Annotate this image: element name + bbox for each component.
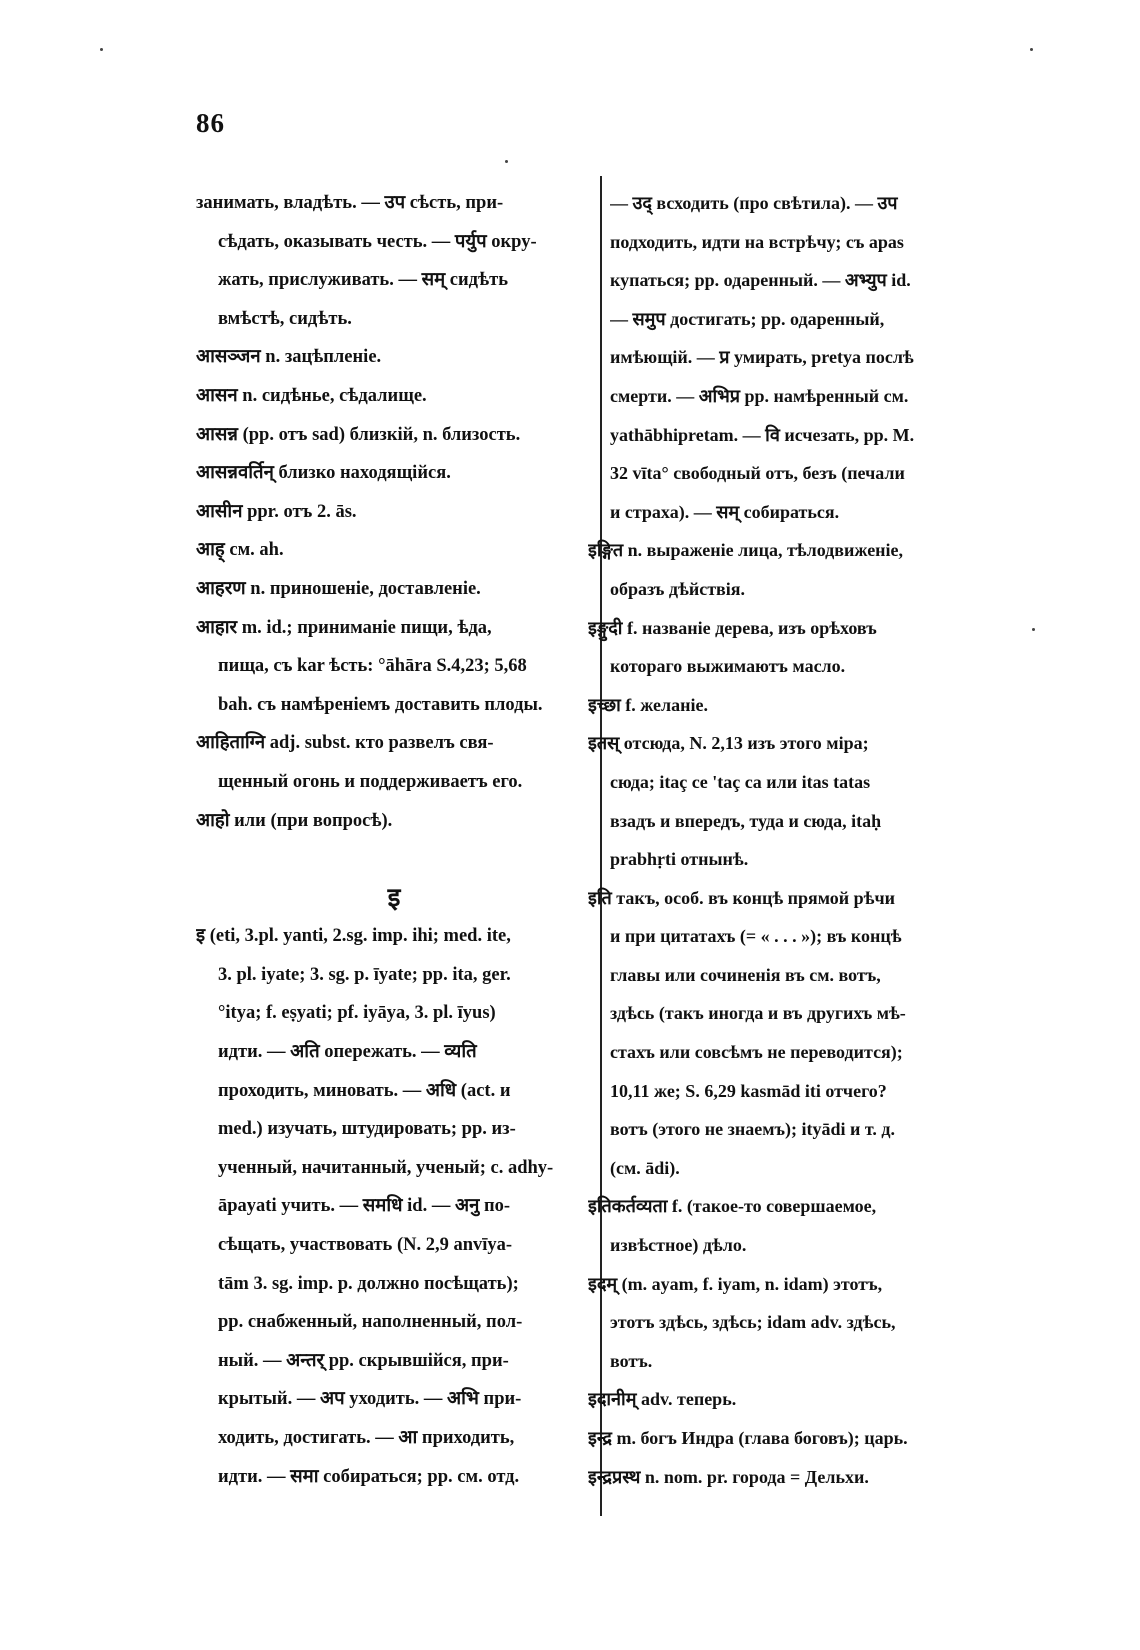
- text-line: pp. снабженный, наполненный, пол-: [218, 1312, 523, 1333]
- text-line: сѣдать, оказывать честь. — पर्युप окру-: [218, 231, 537, 252]
- text-line: 3. pl. iyate; 3. sg. p. īyate; pp. ita, ger.: [218, 964, 511, 985]
- left-column: [196, 184, 592, 1496]
- scan-speck: [100, 48, 103, 51]
- dictionary-entry: इच्छा f. желаніе.: [588, 694, 708, 715]
- right-column: [588, 184, 1020, 1496]
- dictionary-entry: आहो или (при вопросѣ).: [196, 810, 393, 831]
- dictionary-entry: आहरण n. приношеніе, доставленіе.: [196, 578, 481, 599]
- page-number: 86: [196, 108, 225, 138]
- text-line: главы или сочиненія въ см. вотъ,: [610, 964, 881, 985]
- text-line: котораго выжимаютъ масло.: [610, 656, 846, 677]
- text-line: щенный огонь и поддерживаетъ его.: [218, 771, 523, 792]
- text-line: вотъ.: [610, 1350, 653, 1371]
- text-line: °itya; f. eṣyati; pf. iyāya, 3. pl. īyus): [218, 1003, 496, 1024]
- text-line: извѣстное) дѣло.: [610, 1235, 747, 1256]
- scan-speck: [505, 160, 508, 163]
- dictionary-entry: इदम् (m. ayam, f. iyam, n. idam) этотъ,: [588, 1273, 883, 1294]
- text-line: āpayati учить. — समधि id. — अनु по-: [218, 1196, 511, 1217]
- text-line: yathābhipretam. — वि исчезать, pp. M.: [610, 424, 915, 445]
- column-divider: [600, 176, 602, 1516]
- text-line: занимать, владѣть. — उप сѣсть, при-: [196, 193, 504, 213]
- dictionary-entry: आहिताग्नि adj. subst. кто развелъ свя-: [196, 733, 494, 754]
- dictionary-entry: इतिकर्तव्यता f. (такое-то совершаемое,: [588, 1196, 877, 1217]
- dictionary-entry: इङ्गुदी f. названіе дерева, изъ орѣховъ: [588, 617, 877, 638]
- text-line: подходить, идти на встрѣчу; съ apas: [610, 231, 904, 252]
- section-letter-heading: इ: [387, 882, 401, 912]
- text-line: ученный, начитанный, ученый; c. adhy-: [218, 1157, 554, 1178]
- dictionary-entry: आसन्न (pp. отъ sad) близкій, n. близость.: [196, 424, 521, 445]
- dictionary-entry: इन्द्रप्रस्थ n. nom. pr. города = Дельхи.: [588, 1466, 869, 1487]
- text-line: 32 vīta° свободный отъ, безъ (печали: [610, 463, 905, 484]
- dictionary-entry: आह् см. ah.: [196, 540, 284, 561]
- text-line: 10,11 же; S. 6,29 kasmād iti отчего?: [610, 1080, 887, 1101]
- text-line: и при цитатахъ (= « . . . »); въ концѣ: [610, 926, 902, 947]
- text-line: — उद् всходить (про свѣтила). — उप: [610, 193, 898, 213]
- dictionary-entry: आसञ्जन n. зацѣпленіе.: [196, 347, 382, 368]
- text-line: проходить, миновать. — अधि (act. и: [218, 1080, 511, 1101]
- text-line: пища, съ kar ѣсть: °āhāra S.4,23; 5,68: [218, 656, 527, 677]
- text-line: bah. съ намѣреніемъ доставить плоды.: [218, 694, 543, 715]
- dictionary-entry: आहार m. id.; приниманіе пищи, ѣда,: [196, 617, 492, 638]
- dictionary-entry: इ (eti, 3.pl. yanti, 2.sg. imp. ihi; med. ite,: [196, 926, 511, 947]
- text-line: здѣсь (такъ иногда и въ другихъ мѣ-: [610, 1003, 906, 1024]
- text-line: — समुप достигать; pp. одаренный,: [610, 308, 885, 329]
- text-line: сѣщать, участвовать (N. 2,9 anvīya-: [218, 1235, 513, 1256]
- text-line: крытый. — अप уходить. — अभि при-: [218, 1389, 522, 1410]
- text-line: вмѣстѣ, сидѣть.: [218, 308, 352, 329]
- text-line: этотъ здѣсь, здѣсь; idam adv. здѣсь,: [610, 1312, 896, 1333]
- text-line: смерти. — अभिप्र pp. намѣренный см.: [610, 385, 909, 406]
- text-line: жать, прислуживать. — सम् сидѣть: [218, 270, 508, 291]
- text-line: образъ дѣйствія.: [610, 578, 745, 599]
- scan-speck: [1030, 48, 1033, 51]
- dictionary-entry: इङ्गित n. выраженіе лица, тѣлодвиженіе,: [588, 540, 904, 561]
- dictionary-entry: आसीन ppr. отъ 2. ās.: [196, 501, 357, 522]
- dictionary-entry: इतस् отсюда, N. 2,13 изъ этого міра;: [588, 733, 869, 754]
- text-line: имѣющій. — प्र умирать, pretya послѣ: [610, 347, 914, 368]
- scan-speck: [1032, 628, 1035, 631]
- text-line: ный. — अन्तर् pp. скрывшійся, при-: [218, 1350, 509, 1371]
- dictionary-entry: इदानीम् adv. теперь.: [588, 1389, 737, 1410]
- text-line: сюда; itaç ce 'taç ca или itas tatas: [610, 771, 871, 792]
- text-line: prabhṛti отнынѣ.: [610, 849, 749, 870]
- text-line: med.) изучать, штудировать; pp. из-: [218, 1119, 516, 1140]
- text-line: купаться; pp. одаренный. — अभ्युप id.: [610, 270, 911, 291]
- dictionary-entry: इति такъ, особ. въ концѣ прямой рѣчи: [588, 887, 895, 908]
- text-line: (см. ādi).: [610, 1157, 680, 1178]
- text-line: взадъ и впередъ, туда и сюда, itaḥ: [610, 810, 882, 831]
- text-line: идти. — समा собираться; pp. см. отд.: [218, 1466, 520, 1487]
- text-line: стахъ или совсѣмъ не переводится);: [610, 1042, 903, 1063]
- dictionary-entry: आसन n. сидѣнье, сѣдалище.: [196, 385, 427, 406]
- blank-line: [196, 840, 592, 879]
- dictionary-entry: इन्द्र m. богъ Индра (глава боговъ); царь.: [588, 1428, 908, 1448]
- text-line: ходить, достигать. — आ приходить,: [218, 1428, 515, 1448]
- text-line: вотъ (этого не знаемъ); ityādi и т. д.: [610, 1119, 895, 1140]
- text-line: tām 3. sg. imp. p. должно посѣщать);: [218, 1273, 519, 1294]
- text-line: и страха). — सम् собираться.: [610, 501, 840, 522]
- text-line: идти. — अति опережать. — व्यति: [218, 1042, 477, 1063]
- dictionary-entry: आसन्नवर्तिन् близко находящійся.: [196, 463, 451, 484]
